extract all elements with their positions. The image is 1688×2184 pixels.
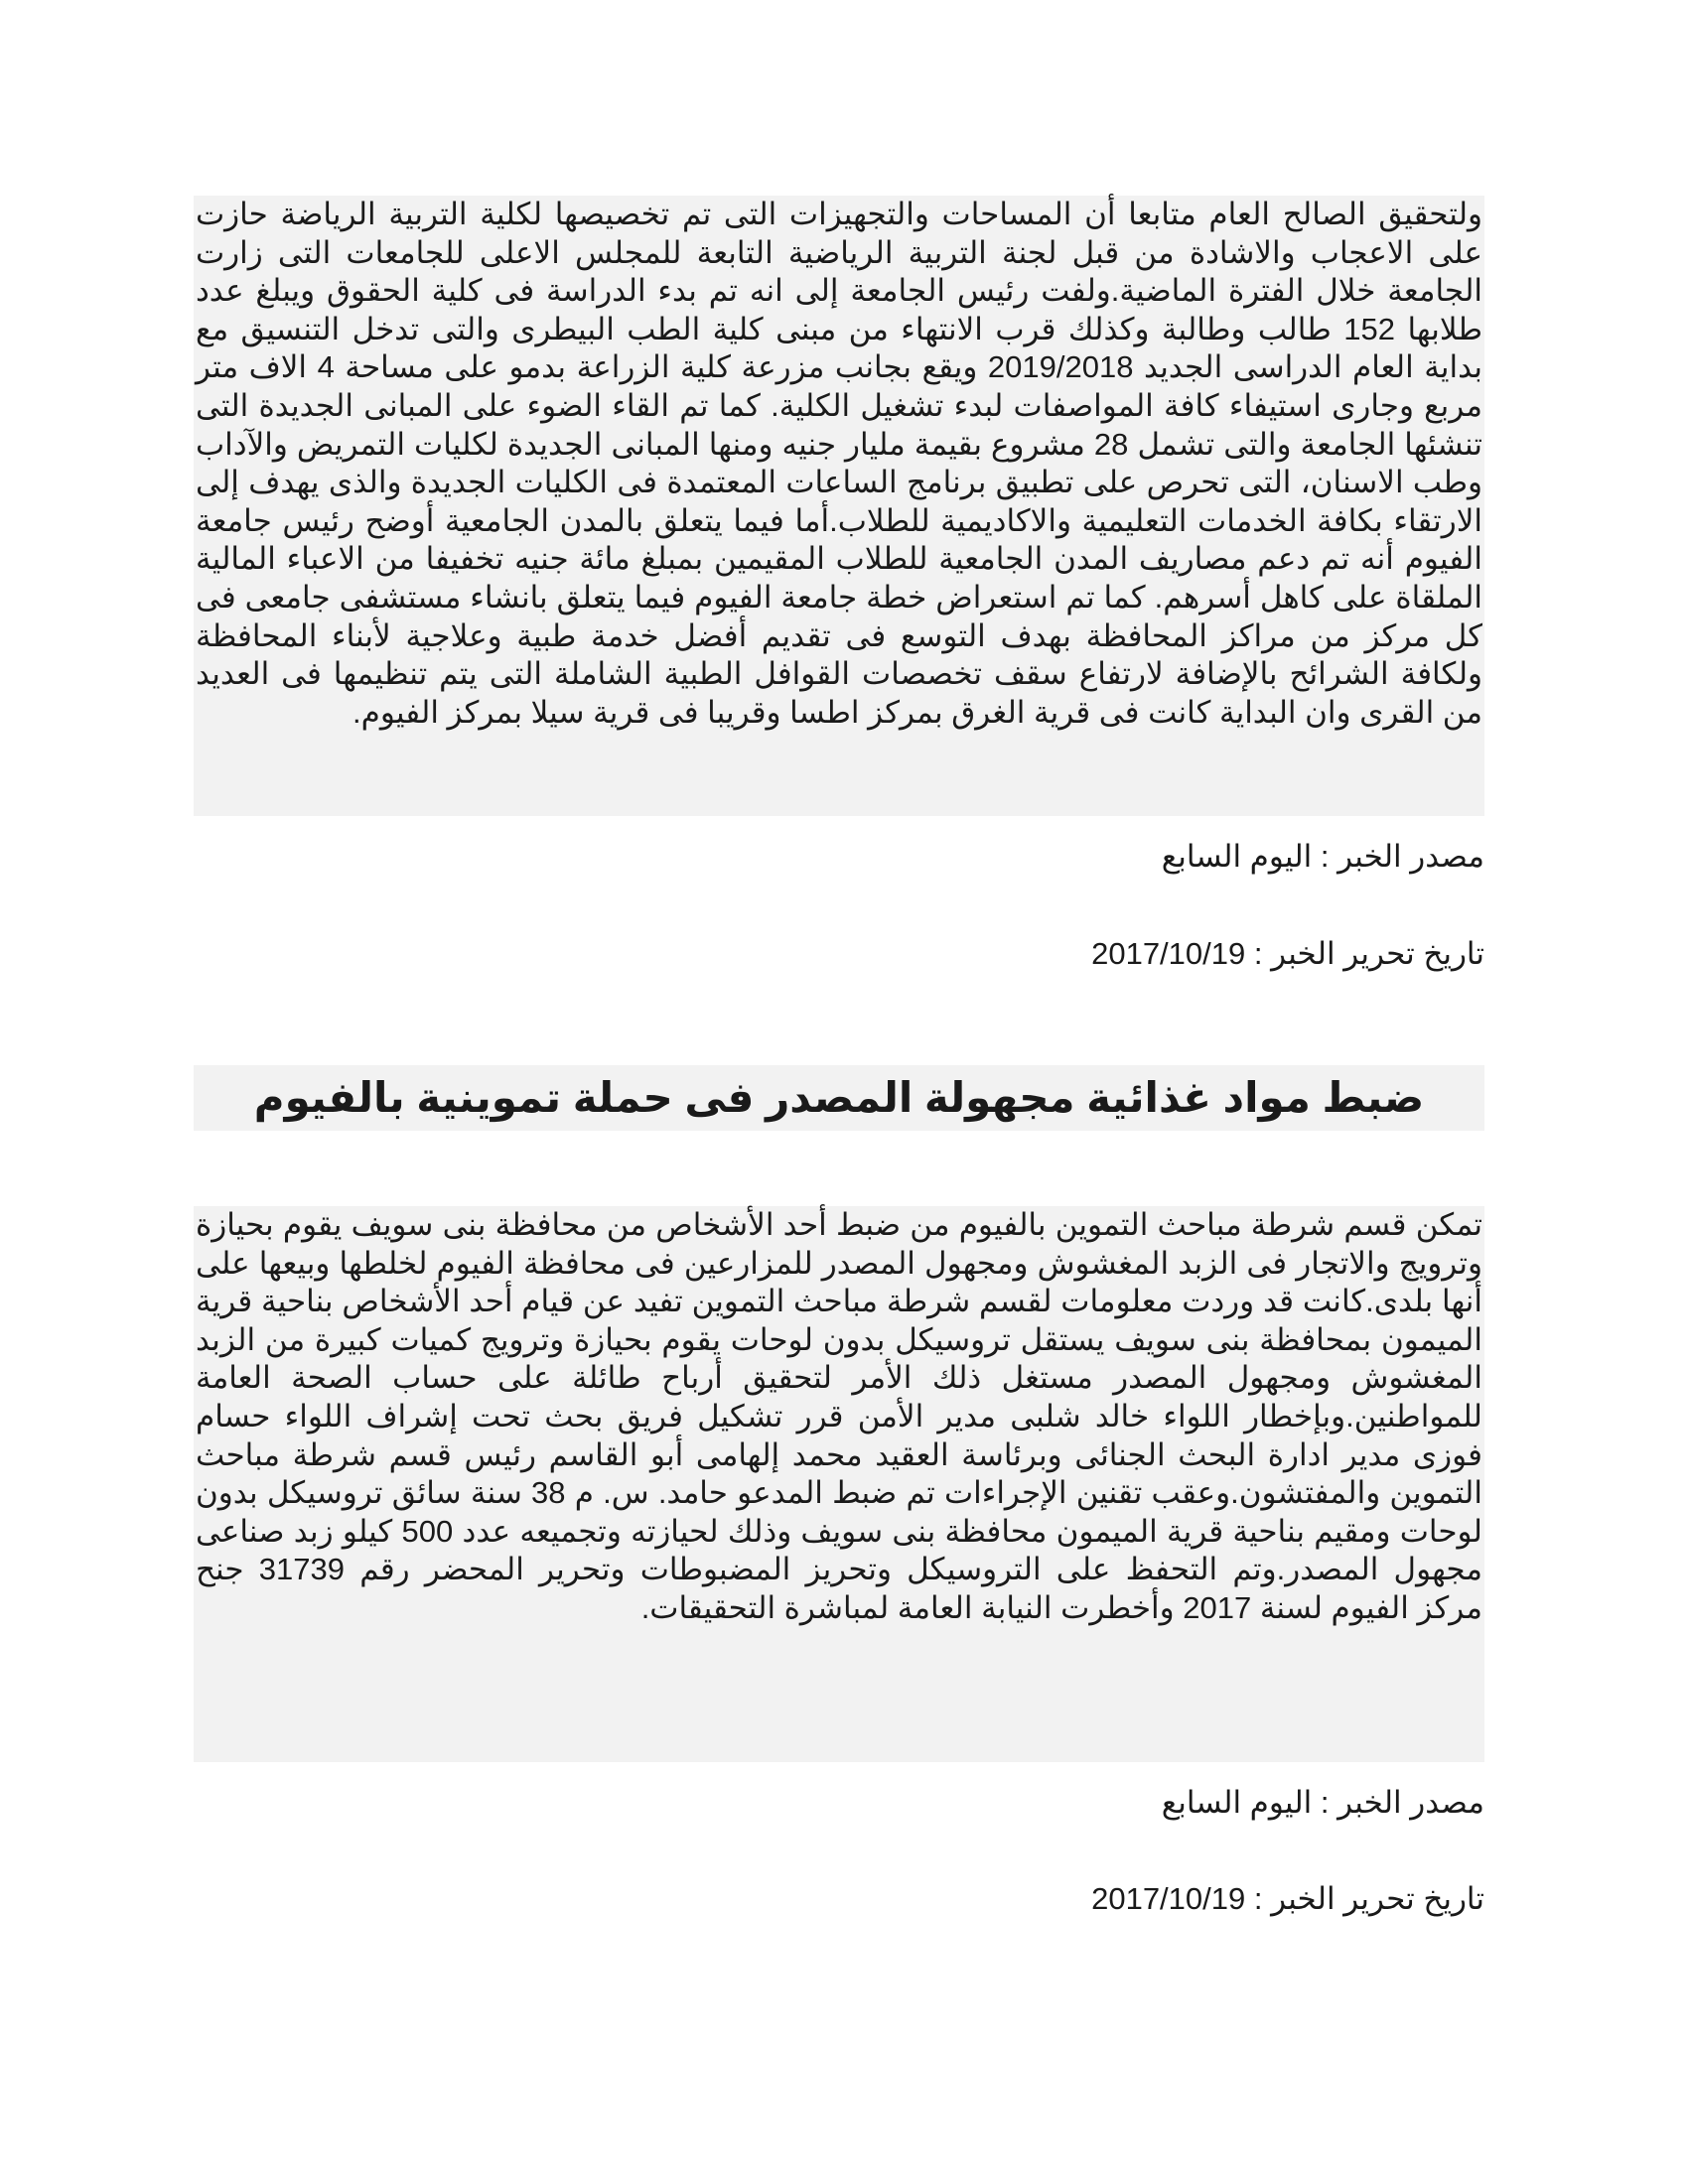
article-2-body-block xyxy=(194,1206,1484,1762)
article-1-body-block xyxy=(194,196,1484,816)
article-1-body: ولتحقيق الصالح العام متابعا أن المساحات والتجهيزات التى تم تخصيصها لكلية التربية الرياضة حازت على الاعجاب والاشادة من قبل لجنة التربية الرياضية التابعة للمجلس الاعلى للجامعات التى زارت الجامعة خلال الفترة الماضية.ولفت رئيس الجامعة إلى انه تم بدء الدراسة فى كلية الحقوق ويبلغ عدد طلابها 152 طالب وطالبة وكذلك قرب الانتهاء من مبنى كلية الطب البيطرى والتى تدخل التنسيق مع بداية العام الدراسى الجديد 2019/2018 ويقع بجانب مزرعة كلية الزراعة بدمو على مساحة 4 الاف متر مربع وجارى استيفاء كافة المواصفات لبدء تشغيل الكلية. كما تم القاء الضوء على المبانى الجديدة التى تنشئها الجامعة والتى تشمل 28 مشروع بقيمة مليار جنيه ومنها المبانى الجديدة لكليات التمريض والآداب وطب الاسنان، التى تحرص على تطبيق برنامج الساعات المعتمدة فى الكليات الجديدة والذى يهدف إلى الارتقاء بكافة الخدمات التعليمية والاكاديمية للطلاب.أما فيما يتعلق بالمدن الجامعية أوضح رئيس جامعة الفيوم أنه تم دعم مصاريف المدن الجامعية للطلاب المقيمين بمبلغ مائة جنيه تخفيفا من الاعباء المالية الملقاة على كاهل أسرهم. كما تم استعراض خطة جامعة الفيوم فيما يتعلق بانشاء مستشفى جامعى فى كل مركز من مراكز المحافظة بهدف التوسع فى تقديم أفضل خدمة طبية وعلاجية لأبناء المحافظة ولكافة الشرائح بالإضافة لارتفاع سقف تخصصات القوافل الطبية الشاملة التى يتم تنظيمها فى العديد من القرى وان البداية كانت فى قرية الغرق بمركز اطسا وقريبا فى قرية سيلا بمركز الفيوم. xyxy=(196,197,1482,730)
article-2-title: ضبط مواد غذائية مجهولة المصدر فى حملة تموينية بالفيوم xyxy=(253,1074,1425,1121)
article-2-date: تاريخ تحرير الخبر : 2017/10/19 xyxy=(1091,1881,1484,1916)
article-1-source: مصدر الخبر : اليوم السابع xyxy=(1161,839,1484,874)
article-2-title-bar xyxy=(194,1065,1484,1131)
article-1-date: تاريخ تحرير الخبر : 2017/10/19 xyxy=(1091,936,1484,971)
article-2-body: تمكن قسم شرطة مباحث التموين بالفيوم من ضبط أحد الأشخاص من محافظة بنى سويف يقوم بحيازة وترويج والاتجار فى الزبد المغشوش ومجهول المصدر للمزارعين فى محافظة الفيوم لخلطها وبيعها على أنها بلدى.كانت قد وردت معلومات لقسم شرطة مباحث التموين تفيد عن قيام أحد الأشخاص بناحية قرية الميمون بمحافظة بنى سويف يستقل تروسيكل بدون لوحات يقوم بحيازة وترويج كميات كبيرة من الزبد المغشوش ومجهول المصدر مستغل ذلك الأمر لتحقيق أرباح طائلة على حساب الصحة العامة للمواطنين.وبإخطار اللواء خالد شلبى مدير الأمن قرر تشكيل فريق بحث تحت إشراف اللواء حسام فوزى مدير ادارة البحث الجنائى وبرئاسة العقيد محمد إلهامى أبو القاسم رئيس قسم شرطة مباحث التموين والمفتشون.وعقب تقنين الإجراءات تم ضبط المدعو حامد. س. م 38 سنة سائق تروسيكل بدون لوحات ومقيم بناحية قرية الميمون محافظة بنى سويف وذلك لحيازته وتجميعه عدد 500 كيلو زبد صناعى مجهول المصدر.وتم التحفظ على التروسيكل وتحريز المضبوطات وتحرير المحضر رقم 31739 جنح مركز الفيوم لسنة 2017 وأخطرت النيابة العامة لمباشرة التحقيقات. xyxy=(196,1207,1482,1625)
article-2-source: مصدر الخبر : اليوم السابع xyxy=(1161,1785,1484,1820)
